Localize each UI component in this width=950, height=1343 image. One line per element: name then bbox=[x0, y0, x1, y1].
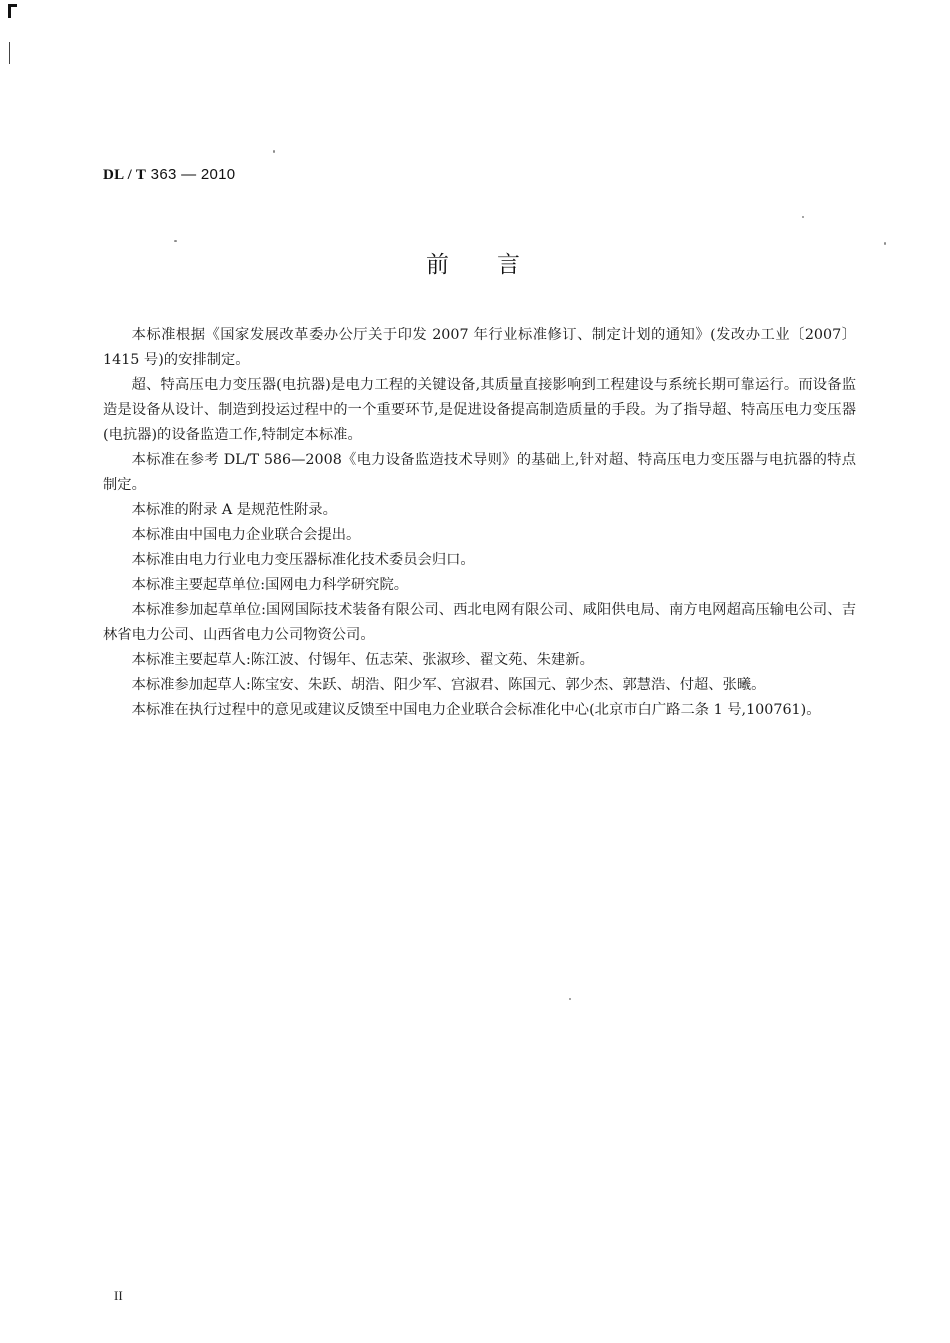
scan-speck bbox=[884, 242, 886, 245]
paragraph: 本标准在执行过程中的意见或建议反馈至中国电力企业联合会标准化中心(北京市白广路二条 1 号,100761)。 bbox=[131, 702, 821, 718]
paragraph: 本标准在参考 DL/T 586—2008《电力设备监造技术导则》的基础上,针对超、特高压电力变压器与电抗器的特点制定。 bbox=[103, 452, 856, 493]
paragraph: 本标准根据《国家发展改革委办公厅关于印发 2007 年行业标准修订、制定计划的通知》(发改办工业〔2007〕1415 号)的安排制定。 bbox=[103, 327, 856, 368]
foreword-body bbox=[103, 323, 856, 723]
page-title: 前言 bbox=[426, 252, 568, 278]
paragraph: 本标准的附录 A 是规范性附录。 bbox=[131, 502, 337, 518]
scan-speck bbox=[802, 216, 804, 218]
paragraph: 超、特高压电力变压器(电抗器)是电力工程的关键设备,其质量直接影响到工程建设与系统长期可靠运行。而设备监造是设备从设计、制造到投运过程中的一个重要环节,是促进设备提高制造质量的手段。为了指导超、特高压电力变压器(电抗器)的设备监造工作,特制定本标准。 bbox=[103, 377, 856, 443]
paragraph: 本标准由电力行业电力变压器标准化技术委员会归口。 bbox=[131, 552, 475, 568]
scan-speck bbox=[174, 240, 177, 242]
crop-mark bbox=[8, 4, 11, 18]
paragraph: 本标准参加起草人:陈宝安、朱跃、胡浩、阳少军、宫淑君、陈国元、郭少杰、郭慧浩、付超、张曦。 bbox=[131, 677, 766, 693]
paragraph: 本标准由中国电力企业联合会提出。 bbox=[131, 527, 361, 543]
page-number: II bbox=[114, 1288, 123, 1303]
paragraph: 本标准主要起草人:陈江波、付锡年、伍志荣、张淑珍、翟文苑、朱建新。 bbox=[131, 652, 594, 668]
scan-speck bbox=[273, 150, 275, 153]
paragraph: 本标准主要起草单位:国网电力科学研究院。 bbox=[131, 577, 409, 593]
paragraph: 本标准参加起草单位:国网国际技术装备有限公司、西北电网有限公司、咸阳供电局、南方电网超高压输电公司、吉林省电力公司、山西省电力公司物资公司。 bbox=[103, 602, 856, 643]
standard-number: DL / T 363 — 2010 bbox=[103, 166, 236, 183]
scan-artifact bbox=[9, 42, 10, 64]
scan-speck bbox=[569, 998, 571, 1000]
